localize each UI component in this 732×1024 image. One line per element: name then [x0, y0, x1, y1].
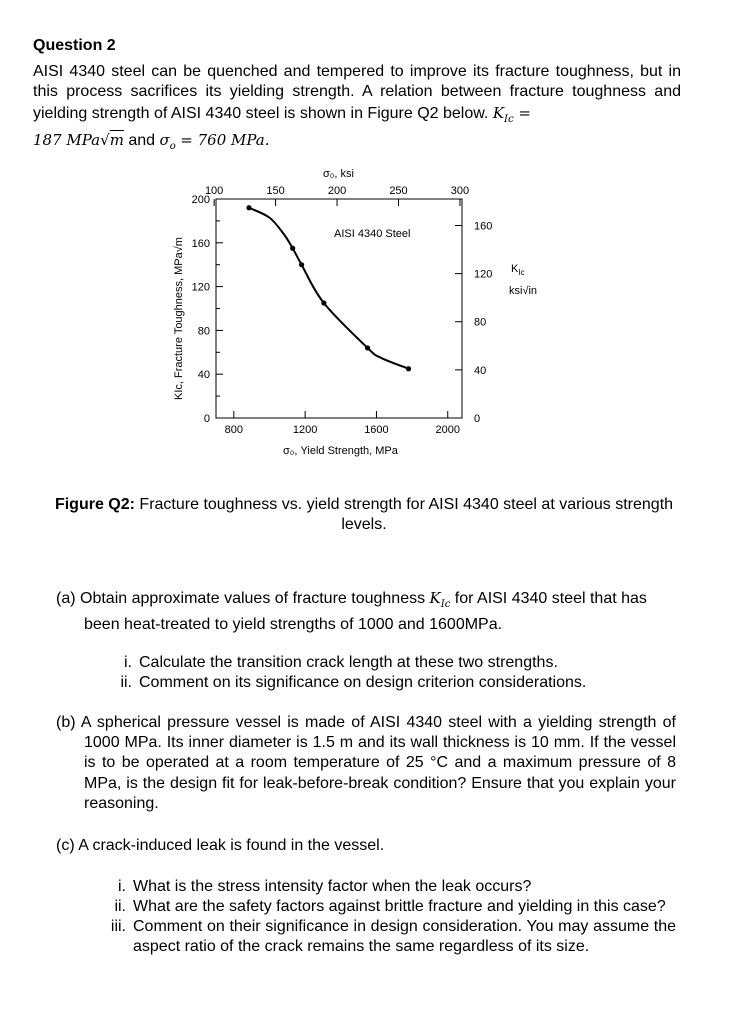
right-axis-units: ksi√in — [509, 285, 538, 297]
data-point — [290, 246, 295, 251]
x-tick-label: 800 — [224, 424, 244, 436]
part-a-paragraph: (a) Obtain approximate values of fracture toughness $K_{Ic}$ for AISI 4340 steel that has been heat-treated to yield strengths of 1000 and 1600MPa. — [56, 589, 647, 633]
y-tick-label: 80 — [197, 325, 210, 338]
part-c-list — [100, 877, 676, 957]
x-tick-label: 1200 — [292, 424, 318, 436]
right-tick-label: 0 — [474, 413, 481, 425]
question-heading: Question 2 — [33, 37, 116, 54]
sigma-symbol: $\sigma_o$ — [159, 130, 176, 152]
data-point — [321, 300, 326, 305]
top-axis-ticks — [205, 185, 469, 206]
data-point — [365, 345, 370, 350]
sigma-value: = 760 MPa. — [180, 130, 270, 149]
part-b: (b) A spherical pressure vessel is made of AISI 4340 steel with a yielding strength of 1000 MPa. Its inner diameter is 1.5 m and its wall thickness is 10 mm. If the vessel is to be operated at a room temperature of 25 °C and a maximum pressure of 8 MPa, is the design fit for leak-before-break condition? Ensure that you explain your reasoning. — [56, 714, 676, 812]
right-tick-label: 40 — [474, 364, 487, 377]
data-point — [246, 205, 251, 210]
kic-value: 187 MPa√m — [33, 130, 124, 149]
x-tick-label: 1600 — [364, 424, 389, 436]
figure-q2-chart — [160, 158, 560, 463]
list-item: ii. Comment on its significance on design criterion considerations. — [120, 674, 587, 691]
intro-paragraph — [33, 62, 681, 157]
y-tick-label: 40 — [197, 369, 210, 382]
data-point — [406, 366, 411, 371]
y-axis-ticks — [192, 194, 223, 425]
right-axis-label: $K_{Ic}$ — [511, 263, 525, 277]
kic-equals: = — [513, 103, 531, 122]
top-tick-label: 200 — [327, 185, 347, 197]
figure-caption — [50, 495, 678, 535]
top-tick-label: 100 — [204, 185, 224, 197]
caption-text: Fracture toughness vs. yield strength for AISI 4340 steel at various strength levels. — [139, 496, 674, 533]
y-tick-label: 120 — [191, 281, 210, 294]
list-item: i. What is the stress intensity factor when the leak occurs? — [118, 878, 532, 895]
caption-label: Figure Q2: — [54, 496, 135, 513]
list-item: i. Calculate the transition crack length at these two strengths. — [124, 654, 558, 671]
x-tick-label: 2000 — [435, 424, 460, 436]
list-item: ii. What are the safety factors against brittle fracture and yielding in this case? — [114, 898, 666, 915]
top-axis-label: σ₀, ksi — [323, 168, 354, 180]
top-tick-label: 300 — [450, 185, 470, 197]
y-axis-label: KIc, Fracture Toughness, MPa√m — [173, 237, 185, 400]
y-tick-label: 0 — [203, 413, 210, 425]
top-tick-label: 250 — [389, 185, 408, 197]
data-point — [299, 262, 304, 267]
part-a-list — [106, 653, 666, 693]
right-axis-ticks — [455, 220, 492, 425]
y-tick-label: 160 — [191, 237, 210, 250]
and-text: and — [128, 131, 156, 149]
right-tick-label: 120 — [474, 268, 493, 281]
intro-text: AISI 4340 steel can be quenched and tempered to improve its fracture toughness, but in this process sacrifices its yielding strength. A relation between fracture toughness and yielding strength of AISI 4340 steel is shown in Figure Q2 below. — [33, 63, 681, 122]
right-tick-label: 80 — [474, 316, 487, 329]
x-axis-ticks — [225, 411, 460, 436]
list-item: iii. Comment on their significance in design consideration. You may assume the aspect ratio of the crack remains the same regardless of its size. — [110, 918, 676, 955]
x-axis-label: σ₀, Yield Strength, MPa — [283, 445, 398, 457]
part-a — [56, 588, 676, 635]
right-tick-label: 160 — [474, 220, 493, 233]
part-c: (c) A crack-induced leak is found in the vessel. — [56, 837, 385, 854]
y-tick-label: 200 — [191, 194, 210, 206]
top-tick-label: 150 — [266, 185, 285, 197]
kic-symbol: $K_{Ic}$ — [492, 103, 514, 125]
chart-title: AISI 4340 Steel — [334, 228, 411, 240]
